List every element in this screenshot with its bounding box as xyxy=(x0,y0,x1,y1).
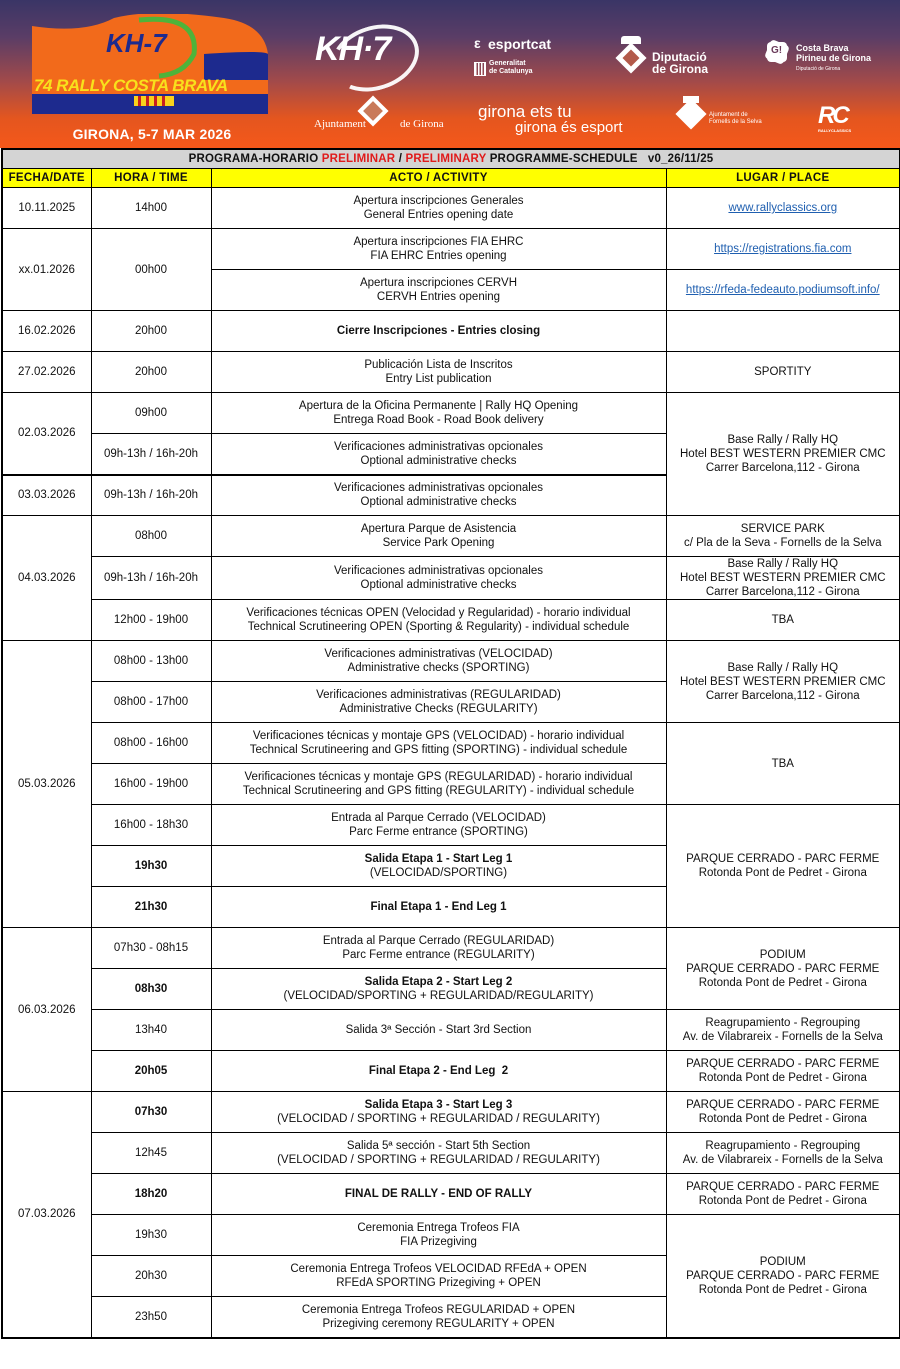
place-line2: Av. de Vilabrareix - Fornells de la Selva xyxy=(682,1031,883,1043)
activity-en: Administrative Checks (REGULARITY) xyxy=(339,703,538,715)
activity-cell: Final Etapa 2 - End Leg 2 xyxy=(211,1051,666,1092)
place-cell: TBA xyxy=(666,600,900,641)
activity-cell xyxy=(211,805,666,846)
activity-cell xyxy=(211,846,666,887)
activity-en: FIA EHRC Entries opening xyxy=(370,250,507,262)
table-row xyxy=(2,557,900,600)
costa-brava-g-icon: G! xyxy=(771,45,783,56)
table-row xyxy=(2,600,900,641)
place-line2: Rotonda Pont de Pedret - Girona xyxy=(698,1195,867,1207)
place-line3: Carrer Barcelona,112 - Girona xyxy=(705,462,860,474)
time-cell: 20h00 xyxy=(91,311,211,352)
activity-en: Parc Ferme entrance (REGULARITY) xyxy=(342,949,535,961)
activity-en: Administrative checks (SPORTING) xyxy=(347,662,530,674)
place-line1: Base Rally / Rally HQ xyxy=(727,434,839,446)
place-cell xyxy=(666,1174,900,1215)
place-line1: Base Rally / Rally HQ xyxy=(727,558,839,570)
activity-es: Salida Etapa 2 - Start Leg 2 xyxy=(364,976,513,988)
date-cell: 02.03.2026 xyxy=(2,393,91,475)
fornells-logo xyxy=(709,112,762,126)
diputacio-line2: de Girona xyxy=(652,62,709,76)
time-cell: 18h20 xyxy=(91,1174,211,1215)
schedule-title-row xyxy=(2,149,900,169)
table-row xyxy=(2,805,900,846)
event-banner xyxy=(0,0,900,148)
activity-cell: Salida 3ª Sección - Start 3rd Section xyxy=(211,1010,666,1051)
title-separator: / xyxy=(395,153,406,165)
place-line2: PARQUE CERRADO - PARC FERME xyxy=(686,1269,880,1282)
place-line2: Rotonda Pont de Pedret - Girona xyxy=(698,1113,867,1125)
activity-cell xyxy=(211,1297,666,1338)
place-line2: Hotel BEST WESTERN PREMIER CMC xyxy=(680,675,886,688)
title-preliminar: PRELIMINAR xyxy=(321,153,396,165)
esportcat-icon: ε xyxy=(474,35,481,51)
time-cell: 12h00 - 19h00 xyxy=(91,600,211,641)
activity-en: Technical Scrutineering OPEN (Sporting & Regularity) - individual schedule xyxy=(247,621,630,633)
activity-en: Prizegiving ceremony REGULARITY + OPEN xyxy=(322,1317,555,1330)
place-line1: Base Rally / Rally HQ xyxy=(727,661,839,674)
costa-brava-line1: Costa Brava xyxy=(796,43,849,53)
activity-en: Parc Ferme entrance (SPORTING) xyxy=(349,826,528,838)
title-preliminary: PRELIMINARY xyxy=(405,153,487,165)
place-cell xyxy=(666,516,900,557)
place-cell xyxy=(666,229,900,270)
activity-cell xyxy=(211,475,666,516)
activity-cell xyxy=(211,188,666,229)
activity-cell xyxy=(211,723,666,764)
table-row xyxy=(2,393,900,434)
activity-es: Ceremonia Entrega Trofeos VELOCIDAD RFEdA + OPEN xyxy=(290,1263,587,1275)
ajuntament-girona-text-left: Ajuntament xyxy=(314,118,366,130)
activity-cell xyxy=(211,270,666,311)
table-row xyxy=(2,311,900,352)
schedule-table xyxy=(1,148,900,1339)
activity-en: Technical Scrutineering and GPS fitting (SPORTING) - individual schedule xyxy=(249,744,628,756)
table-row xyxy=(2,641,900,682)
date-cell: 05.03.2026 xyxy=(2,641,91,928)
activity-es: Verificaciones técnicas y montaje GPS (REGULARIDAD) - horario individual xyxy=(244,771,633,783)
place-line2: c/ Pla de la Seva - Fornells de la Selva xyxy=(684,537,882,549)
activity-cell xyxy=(211,393,666,434)
time-cell: 13h40 xyxy=(91,1010,211,1051)
fornells-shield-icon xyxy=(675,98,706,129)
activity-cell xyxy=(211,928,666,969)
activity-cell: Cierre Inscripciones - Entries closing xyxy=(211,311,666,352)
time-cell: 20h30 xyxy=(91,1256,211,1297)
activity-en: (VELOCIDAD/SPORTING) xyxy=(369,867,508,879)
time-cell: 20h00 xyxy=(91,352,211,393)
table-row xyxy=(2,928,900,969)
activity-es: Apertura inscripciones CERVH xyxy=(359,277,518,289)
place-cell xyxy=(666,557,900,600)
activity-en: General Entries opening date xyxy=(363,209,514,221)
column-header-row xyxy=(2,169,900,188)
generalitat-line1: Generalitat xyxy=(489,60,526,67)
activity-es: Apertura inscripciones FIA EHRC xyxy=(353,236,524,248)
activity-cell xyxy=(211,641,666,682)
time-cell: 09h-13h / 16h-20h xyxy=(91,434,211,475)
costa-brava-logo xyxy=(796,44,871,75)
rallyclassics-mark: RC xyxy=(818,102,847,129)
activity-cell xyxy=(211,1133,666,1174)
date-cell: 04.03.2026 xyxy=(2,516,91,641)
time-cell: 16h00 - 18h30 xyxy=(91,805,211,846)
activity-en: CERVH Entries opening xyxy=(376,291,501,303)
activity-en: (VELOCIDAD / SPORTING + REGULARIDAD / REGULARITY) xyxy=(277,1113,600,1125)
activity-es: Verificaciones administrativas opcionales xyxy=(333,482,544,495)
place-line2: Rotonda Pont de Pedret - Girona xyxy=(698,1072,867,1084)
place-cell xyxy=(666,311,900,352)
activity-es: Salida Etapa 1 - Start Leg 1 xyxy=(364,853,513,865)
activity-en: (VELOCIDAD/SPORTING + REGULARIDAD/REGULARITY) xyxy=(283,990,594,1002)
place-cell xyxy=(666,805,900,928)
place-cell xyxy=(666,1215,900,1338)
date-cell: 27.02.2026 xyxy=(2,352,91,393)
place-line2: Hotel BEST WESTERN PREMIER CMC xyxy=(680,448,886,460)
activity-en: Entry List publication xyxy=(385,373,492,385)
time-cell: 08h30 xyxy=(91,969,211,1010)
date-cell: 10.11.2025 xyxy=(2,188,91,229)
time-cell: 16h00 - 19h00 xyxy=(91,764,211,805)
fornells-line2: Fornells de la Selva xyxy=(709,119,762,125)
costa-brava-line2: Pirineu de Girona xyxy=(796,52,872,63)
place-cell xyxy=(666,1133,900,1174)
place-line3: Carrer Barcelona,112 - Girona xyxy=(705,586,860,598)
place-line2: Rotonda Pont de Pedret - Girona xyxy=(698,867,867,879)
time-cell: 08h00 - 17h00 xyxy=(91,682,211,723)
activity-cell xyxy=(211,1256,666,1297)
table-row xyxy=(2,1174,900,1215)
rallyclassics-sub: RALLYCLASSICS xyxy=(818,128,852,133)
activity-es: Publicación Lista de Inscritos xyxy=(364,359,513,371)
date-cell: 07.03.2026 xyxy=(2,1092,91,1338)
header-date: FECHA/DATE xyxy=(2,169,91,188)
activity-cell: FINAL DE RALLY - END OF RALLY xyxy=(211,1174,666,1215)
rallyclassics-link[interactable]: www.rallyclassics.org xyxy=(728,202,838,214)
place-line1: PARQUE CERRADO - PARC FERME xyxy=(686,1099,880,1111)
table-row xyxy=(2,1051,900,1092)
table-row xyxy=(2,516,900,557)
activity-es: Verificaciones administrativas opcionales xyxy=(333,565,544,577)
title-part2: PROGRAMME-SCHEDULE v0_26/11/25 xyxy=(486,153,714,165)
event-title: 74 RALLY COSTA BRAVA xyxy=(34,76,228,95)
costa-brava-line3: Diputació de Girona xyxy=(796,66,841,72)
time-cell: 09h00 xyxy=(91,393,211,434)
time-cell: 19h30 xyxy=(91,1215,211,1256)
activity-es: Verificaciones técnicas OPEN (Velocidad y Regularidad) - horario individual xyxy=(246,607,631,619)
place-line1: Reagrupamiento - Regrouping xyxy=(705,1017,861,1029)
place-line1: PODIUM xyxy=(759,948,806,961)
activity-en: Technical Scrutineering and GPS fitting (REGULARITY) - individual schedule xyxy=(242,785,635,797)
esportcat-logo: esportcat xyxy=(488,36,552,52)
place-cell xyxy=(666,270,900,311)
diputacio-logo xyxy=(652,51,708,75)
table-row xyxy=(2,229,900,270)
activity-cell xyxy=(211,1092,666,1133)
title-part1: PROGRAMA-HORARIO xyxy=(188,153,322,165)
activity-cell xyxy=(211,682,666,723)
place-line3: Rotonda Pont de Pedret - Girona xyxy=(698,1283,867,1296)
place-line2: PARQUE CERRADO - PARC FERME xyxy=(686,962,880,975)
activity-es: Verificaciones administrativas (REGULARIDAD) xyxy=(316,689,561,701)
place-cell: TBA xyxy=(666,723,900,805)
date-cell: 16.02.2026 xyxy=(2,311,91,352)
activity-cell xyxy=(211,557,666,600)
time-cell: 00h00 xyxy=(91,229,211,311)
activity-en: Optional administrative checks xyxy=(360,496,517,509)
place-line3: Carrer Barcelona,112 - Girona xyxy=(705,689,860,702)
place-line1: SERVICE PARK xyxy=(740,523,825,535)
place-line1: PODIUM xyxy=(759,1255,806,1268)
time-cell: 20h05 xyxy=(91,1051,211,1092)
activity-es: Salida 5ª sección - Start 5th Section xyxy=(346,1140,531,1152)
place-line1: Reagrupamiento - Regrouping xyxy=(705,1140,861,1152)
fornells-line1: Ajuntament de xyxy=(709,112,748,118)
rallyclassics-logo xyxy=(818,104,851,133)
time-cell: 09h-13h / 16h-20h xyxy=(91,557,211,600)
activity-es: Apertura de la Oficina Permanente | Rally HQ Opening xyxy=(298,400,579,412)
activity-cell xyxy=(211,352,666,393)
time-cell: 08h00 - 13h00 xyxy=(91,641,211,682)
generalitat-line2: de Catalunya xyxy=(489,68,533,75)
time-cell: 08h00 xyxy=(91,516,211,557)
date-cell: 06.03.2026 xyxy=(2,928,91,1092)
place-line2: Hotel BEST WESTERN PREMIER CMC xyxy=(680,572,886,584)
place-line1: PARQUE CERRADO - PARC FERME xyxy=(686,1058,880,1070)
place-cell xyxy=(666,1092,900,1133)
table-row xyxy=(2,723,900,764)
event-subtitle: GIRONA, 5-7 MAR 2026 xyxy=(72,126,232,142)
header-place: LUGAR / PLACE xyxy=(666,169,900,188)
activity-es: Entrada al Parque Cerrado (VELOCIDAD) xyxy=(331,812,546,824)
activity-en: RFEdA SPORTING Prizegiving + OPEN xyxy=(336,1277,541,1289)
time-cell: 14h00 xyxy=(91,188,211,229)
generalitat-logo xyxy=(489,60,533,76)
table-row xyxy=(2,1092,900,1133)
time-cell: 09h-13h / 16h-20h xyxy=(91,475,211,516)
place-line1: PARQUE CERRADO - PARC FERME xyxy=(686,853,880,865)
activity-cell xyxy=(211,969,666,1010)
header-activity: ACTO / ACTIVITY xyxy=(211,169,666,188)
time-cell: 21h30 xyxy=(91,887,211,928)
generalitat-flag-icon xyxy=(474,62,486,76)
activity-es: Salida Etapa 3 - Start Leg 3 xyxy=(364,1099,513,1111)
activity-es: Verificaciones administrativas (VELOCIDAD) xyxy=(324,648,553,660)
activity-es: Entrada al Parque Cerrado (REGULARIDAD) xyxy=(322,935,555,947)
activity-es: Ceremonia Entrega Trofeos FIA xyxy=(357,1222,520,1234)
activity-en: Optional administrative checks xyxy=(360,579,517,591)
activity-en: (VELOCIDAD / SPORTING + REGULARIDAD / REGULARITY) xyxy=(277,1154,600,1166)
activity-es: Verificaciones técnicas y montaje GPS (VELOCIDAD) - horario individual xyxy=(252,730,625,742)
time-cell: 07h30 - 08h15 xyxy=(91,928,211,969)
activity-en: Entrega Road Book - Road Book delivery xyxy=(333,414,544,426)
time-cell: 12h45 xyxy=(91,1133,211,1174)
activity-cell xyxy=(211,764,666,805)
place-line3: Rotonda Pont de Pedret - Girona xyxy=(698,976,867,989)
time-cell: 07h30 xyxy=(91,1092,211,1133)
ajuntament-girona-text-right: de Girona xyxy=(400,118,444,130)
activity-cell xyxy=(211,229,666,270)
schedule-title xyxy=(2,149,900,169)
rfeda-podiumsoft-link[interactable]: https://rfeda-fedeauto.podiumsoft.info/ xyxy=(685,284,880,296)
place-line1: PARQUE CERRADO - PARC FERME xyxy=(686,1181,880,1193)
place-line2: Av. de Vilabrareix - Fornells de la Selva xyxy=(682,1154,883,1166)
place-cell xyxy=(666,1010,900,1051)
table-row xyxy=(2,188,900,229)
place-cell xyxy=(666,188,900,229)
activity-es: Apertura inscripciones Generales xyxy=(353,195,524,207)
rally-plate-logo xyxy=(24,14,276,122)
activity-cell xyxy=(211,516,666,557)
activity-cell xyxy=(211,1215,666,1256)
activity-es: Verificaciones administrativas opcionales xyxy=(333,440,544,453)
place-cell xyxy=(666,641,900,723)
table-row xyxy=(2,352,900,393)
place-cell xyxy=(666,393,900,516)
girona-ets-tu-logo xyxy=(478,104,623,136)
date-cell: 03.03.2026 xyxy=(2,475,91,516)
header-time: HORA / TIME xyxy=(91,169,211,188)
activity-en: FIA Prizegiving xyxy=(400,1236,477,1248)
activity-es: Apertura Parque de Asistencia xyxy=(360,523,517,535)
activity-en: Optional administrative checks xyxy=(360,454,517,467)
girona-ets-line2: girona és esport xyxy=(515,119,623,136)
time-cell: 19h30 xyxy=(91,846,211,887)
place-cell xyxy=(666,1051,900,1092)
time-cell: 08h00 - 16h00 xyxy=(91,723,211,764)
place-cell: SPORTITY xyxy=(666,352,900,393)
activity-es: Ceremonia Entrega Trofeos REGULARIDAD + OPEN xyxy=(301,1303,576,1316)
girona-ets-line1: girona ets tu xyxy=(478,102,572,121)
activity-cell: Final Etapa 1 - End Leg 1 xyxy=(211,887,666,928)
fia-registrations-link[interactable]: https://registrations.fia.com xyxy=(714,243,852,255)
time-cell: 23h50 xyxy=(91,1297,211,1338)
place-cell xyxy=(666,928,900,1010)
table-row xyxy=(2,1010,900,1051)
table-row xyxy=(2,1215,900,1256)
diputacio-line1: Diputació xyxy=(652,50,707,64)
kh7-sponsor-logo: KH·7 xyxy=(315,30,391,68)
activity-cell xyxy=(211,434,666,475)
date-cell: xx.01.2026 xyxy=(2,229,91,311)
activity-cell xyxy=(211,600,666,641)
activity-en: Service Park Opening xyxy=(382,537,495,549)
plate-kh7-text: KH-7 xyxy=(106,28,167,58)
table-row xyxy=(2,1133,900,1174)
